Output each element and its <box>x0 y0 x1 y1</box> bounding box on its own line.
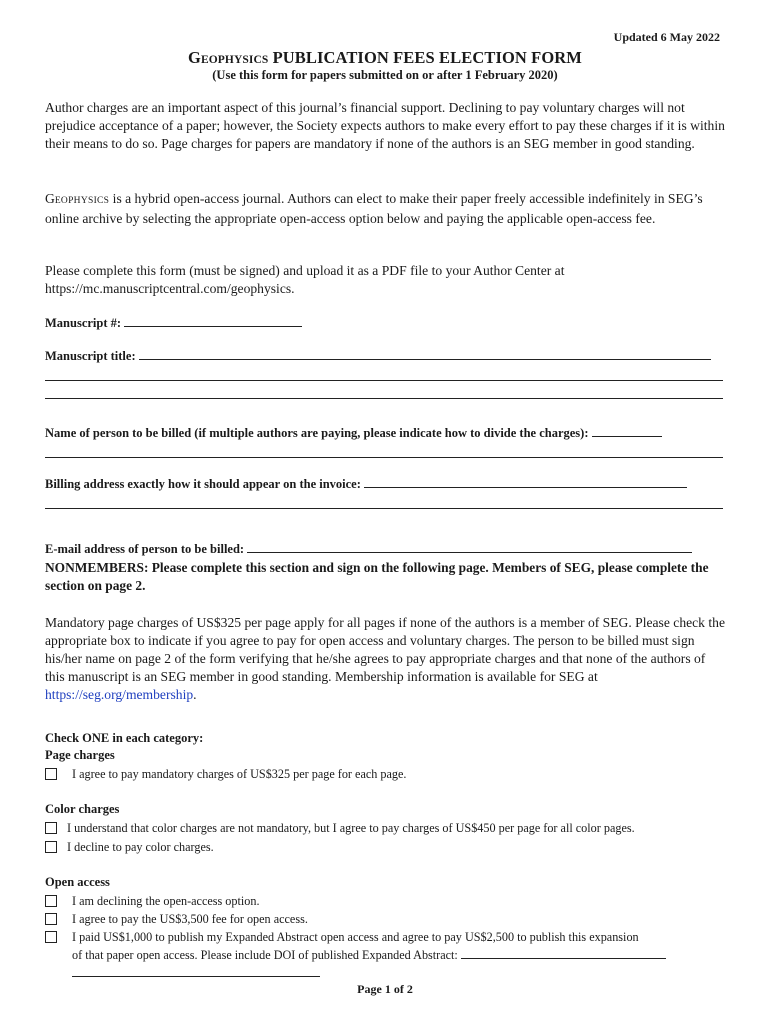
open-access-option-2[interactable] <box>45 910 735 928</box>
billed-name-line[interactable] <box>592 425 662 437</box>
form-title <box>0 48 770 68</box>
option-label: I am declining the open-access option. <box>72 894 260 908</box>
color-charges-option-1[interactable] <box>45 819 735 837</box>
form-subtitle: (Use this form for papers submitted on or after 1 February 2020) <box>212 68 558 82</box>
billed-name-field <box>45 425 725 441</box>
check-one-heading: Check ONE in each category: <box>45 731 204 745</box>
doi-line-2[interactable] <box>72 976 320 977</box>
open-access-option-1[interactable] <box>45 892 735 910</box>
manuscript-title-line[interactable] <box>139 348 711 360</box>
doi-label <box>72 946 666 964</box>
membership-link[interactable]: https://seg.org/membership <box>45 687 194 702</box>
title-rest: PUBLICATION FEES ELECTION FORM <box>268 48 582 67</box>
billing-address-label: Billing address exactly how it should appear on the invoice: <box>45 477 361 491</box>
manuscript-title-line-2[interactable] <box>45 380 723 381</box>
open-access-heading: Open access <box>45 875 110 889</box>
billing-address-line-2[interactable] <box>45 508 723 509</box>
mandatory-charges-paragraph <box>45 614 725 704</box>
checkbox[interactable] <box>45 822 57 834</box>
journal-initial: G <box>45 191 55 206</box>
manuscript-title-label: Manuscript title: <box>45 349 136 363</box>
mandatory-charges-text: Mandatory page charges of US$325 per page apply for all pages if none of the authors is a member of SEG. Please check the appropriate box to indicate if you agree to pay for open access and voluntary charges. The person to be billed must sign his/her name on page 2 of the form verifying that he/she agrees to pay appropriate charges and that none of the authors of this manuscript is an SEG member in good standing. Membership information is available for SEG at <box>45 615 725 684</box>
manuscript-number-line[interactable] <box>124 315 302 327</box>
intro-paragraph-3: Please complete this form (must be signed) and upload it as a PDF file to your Author Center at https://mc.manuscriptcentral.com/geophysics. <box>45 263 565 296</box>
page-charges-option-1[interactable] <box>45 765 735 783</box>
billing-address-line[interactable] <box>364 476 687 488</box>
checkbox[interactable] <box>45 841 57 853</box>
doi-line[interactable] <box>461 948 666 959</box>
checkbox[interactable] <box>45 931 57 943</box>
option-label: I agree to pay the US$3,500 fee for open access. <box>72 912 308 926</box>
checkbox[interactable] <box>45 768 57 780</box>
color-charges-heading: Color charges <box>45 802 120 816</box>
intro-paragraph-1: Author charges are an important aspect of this journal’s financial support. Declining to pay voluntary charges will not prejudice acceptance of a paper; however, the Society expects authors to make every effort to pay these charges if it is within their means to do so. Page charges for papers are mandatory if none of the authors is an SEG member in good standing. <box>45 100 725 151</box>
checkbox[interactable] <box>45 895 57 907</box>
journal-smallcaps: EOPHYSICS <box>54 196 110 206</box>
manuscript-number-label: Manuscript #: <box>45 316 122 330</box>
color-charges-option-2[interactable] <box>45 838 735 856</box>
option-label: I agree to pay mandatory charges of US$325 per page for each page. <box>72 767 407 781</box>
manuscript-title-field <box>45 348 725 364</box>
open-access-option-3[interactable] <box>45 928 735 946</box>
option-label: I understand that color charges are not mandatory, but I agree to pay charges of US$450 per page for all color pages. <box>67 821 635 835</box>
manuscript-number-field <box>45 315 725 331</box>
manuscript-title-line-3[interactable] <box>45 398 723 399</box>
intro-paragraph-2 <box>45 190 725 228</box>
billing-address-field <box>45 476 725 492</box>
billed-name-label: Name of person to be billed (if multiple authors are paying, please indicate how to divide the charges): <box>45 426 589 440</box>
doi-label-text: of that paper open access. Please include DOI of published Expanded Abstract: <box>72 948 458 962</box>
updated-date: Updated 6 May 2022 <box>613 30 720 44</box>
billed-name-line-2[interactable] <box>45 457 723 458</box>
title-smallcaps: EOPHYSICS <box>200 54 269 66</box>
email-label: E-mail address of person to be billed: <box>45 542 245 556</box>
option-label: I paid US$1,000 to publish my Expanded Abstract open access and agree to pay US$2,500 to publish this expansion <box>72 930 639 944</box>
open-access-doi-field <box>45 946 735 964</box>
email-line[interactable] <box>247 541 692 553</box>
page-number: Page 1 of 2 <box>357 982 413 996</box>
email-field <box>45 541 725 557</box>
intro-paragraph-2-text: is a hybrid open-access journal. Authors can elect to make their paper freely accessible indefinitely in SEG’s online archive by selecting the appropriate open-access option below and paying the applicable open-access fee. <box>45 191 703 226</box>
nonmembers-notice: NONMEMBERS: Please complete this section and sign on the following page. Members of SEG, please complete the section on page 2. <box>45 560 709 593</box>
checkbox[interactable] <box>45 913 57 925</box>
option-label: I decline to pay color charges. <box>67 840 214 854</box>
title-initial: G <box>188 48 201 67</box>
page-charges-heading: Page charges <box>45 748 115 762</box>
mandatory-charges-end: . <box>193 687 197 702</box>
